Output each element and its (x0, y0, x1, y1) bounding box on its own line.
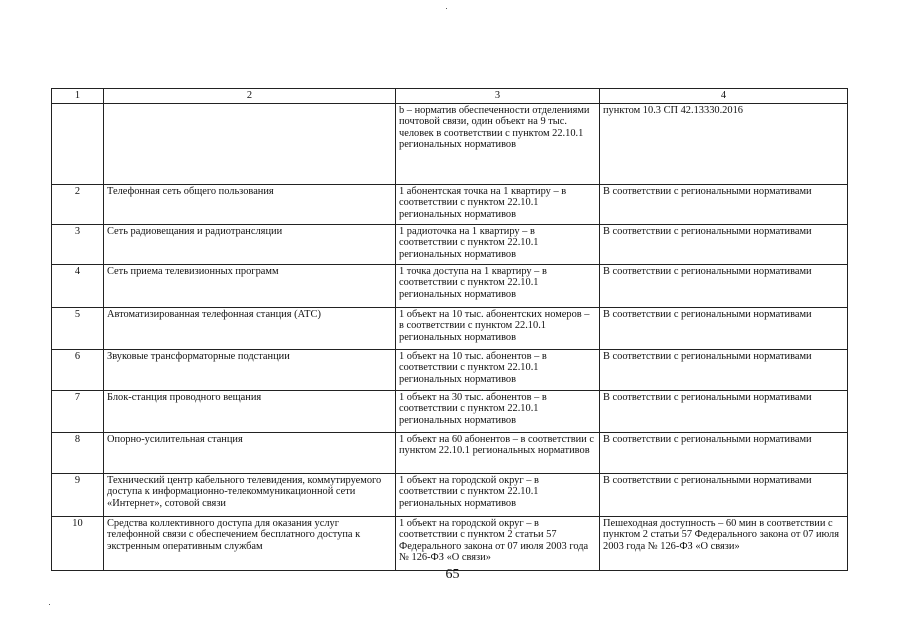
table-row (52, 264, 848, 307)
header-cell-3: 3 (396, 89, 600, 104)
accessibility-value: В соответствии с региональными нормативами (600, 473, 848, 516)
facility-name: Средства коллективного доступа для оказания услуг телефонной связи с обеспечением бесплатного доступа к экстренным оперативным службам (104, 516, 396, 570)
table-row (52, 473, 848, 516)
norm-value: 1 объект на городской округ – в соответствии с пунктом 22.10.1 региональных нормативов (396, 473, 600, 516)
table-header-row (52, 89, 848, 104)
page-number: 65 (445, 567, 460, 582)
norm-value: b – норматив обеспеченности отделениями почтовой связи, один объект на 9 тыс. человек в соответствии с пунктом 22.10.1 региональных нормативов (396, 103, 600, 184)
facility-name: Блок-станция проводного вещания (104, 390, 396, 432)
facility-name (104, 103, 396, 184)
row-number: 5 (52, 307, 104, 349)
header-cell-1: 1 (52, 89, 104, 104)
accessibility-value: пунктом 10.3 СП 42.13330.2016 (600, 103, 848, 184)
header-cell-4: 4 (600, 89, 848, 104)
norm-value: 1 объект на 10 тыс. абонентских номеров – в соответствии с пунктом 22.10.1 региональных нормативов (396, 307, 600, 349)
facility-name: Технический центр кабельного телевидения, коммутируемого доступа к информационно-телекоммуникационной сети «Интернет», сотовой связи (104, 473, 396, 516)
row-number: 7 (52, 390, 104, 432)
facility-name: Звуковые трансформаторные подстанции (104, 349, 396, 390)
row-number: 9 (52, 473, 104, 516)
row-number: 4 (52, 264, 104, 307)
norm-value: 1 абонентская точка на 1 квартиру – в соответствии с пунктом 22.10.1 региональных нормативов (396, 184, 600, 224)
norms-table (51, 88, 848, 571)
accessibility-value: В соответствии с региональными нормативами (600, 224, 848, 264)
accessibility-value: Пешеходная доступность – 60 мин в соответствии с пунктом 2 статьи 57 Федерального закона от 07 июля 2003 года № 126-ФЗ «О связи» (600, 516, 848, 570)
norm-value: 1 радиоточка на 1 квартиру – в соответствии с пунктом 22.10.1 региональных нормативов (396, 224, 600, 264)
row-number: 3 (52, 224, 104, 264)
norm-value: 1 точка доступа на 1 квартиру – в соответствии с пунктом 22.10.1 региональных нормативов (396, 264, 600, 307)
norm-value: 1 объект на 30 тыс. абонентов – в соответствии с пунктом 22.10.1 региональных нормативов (396, 390, 600, 432)
row-number (52, 103, 104, 184)
norm-value: 1 объект на 60 абонентов – в соответствии с пунктом 22.10.1 региональных нормативов (396, 432, 600, 473)
norm-value: 1 объект на 10 тыс. абонентов – в соответствии с пунктом 22.10.1 региональных нормативов (396, 349, 600, 390)
scan-speck (446, 8, 447, 9)
row-number: 2 (52, 184, 104, 224)
accessibility-value: В соответствии с региональными нормативами (600, 184, 848, 224)
accessibility-value: В соответствии с региональными нормативами (600, 432, 848, 473)
facility-name: Телефонная сеть общего пользования (104, 184, 396, 224)
accessibility-value: В соответствии с региональными нормативами (600, 307, 848, 349)
facility-name: Сеть радиовещания и радиотрансляции (104, 224, 396, 264)
accessibility-value: В соответствии с региональными нормативами (600, 264, 848, 307)
row-number: 6 (52, 349, 104, 390)
table-row (52, 349, 848, 390)
table-row (52, 390, 848, 432)
accessibility-value: В соответствии с региональными нормативами (600, 349, 848, 390)
header-cell-2: 2 (104, 89, 396, 104)
facility-name: Сеть приема телевизионных программ (104, 264, 396, 307)
row-number: 10 (52, 516, 104, 570)
facility-name: Опорно-усилительная станция (104, 432, 396, 473)
table-row (52, 307, 848, 349)
row-number: 8 (52, 432, 104, 473)
table-row (52, 184, 848, 224)
facility-name: Автоматизированная телефонная станция (АТС) (104, 307, 396, 349)
accessibility-value: В соответствии с региональными нормативами (600, 390, 848, 432)
table-row (52, 224, 848, 264)
table-row (52, 432, 848, 473)
table-row (52, 516, 848, 570)
scan-speck (49, 604, 50, 605)
norm-value: 1 объект на городской округ – в соответствии с пунктом 2 статьи 57 Федерального закона от 07 июля 2003 года № 126-ФЗ «О связи» (396, 516, 600, 570)
table-row (52, 103, 848, 184)
